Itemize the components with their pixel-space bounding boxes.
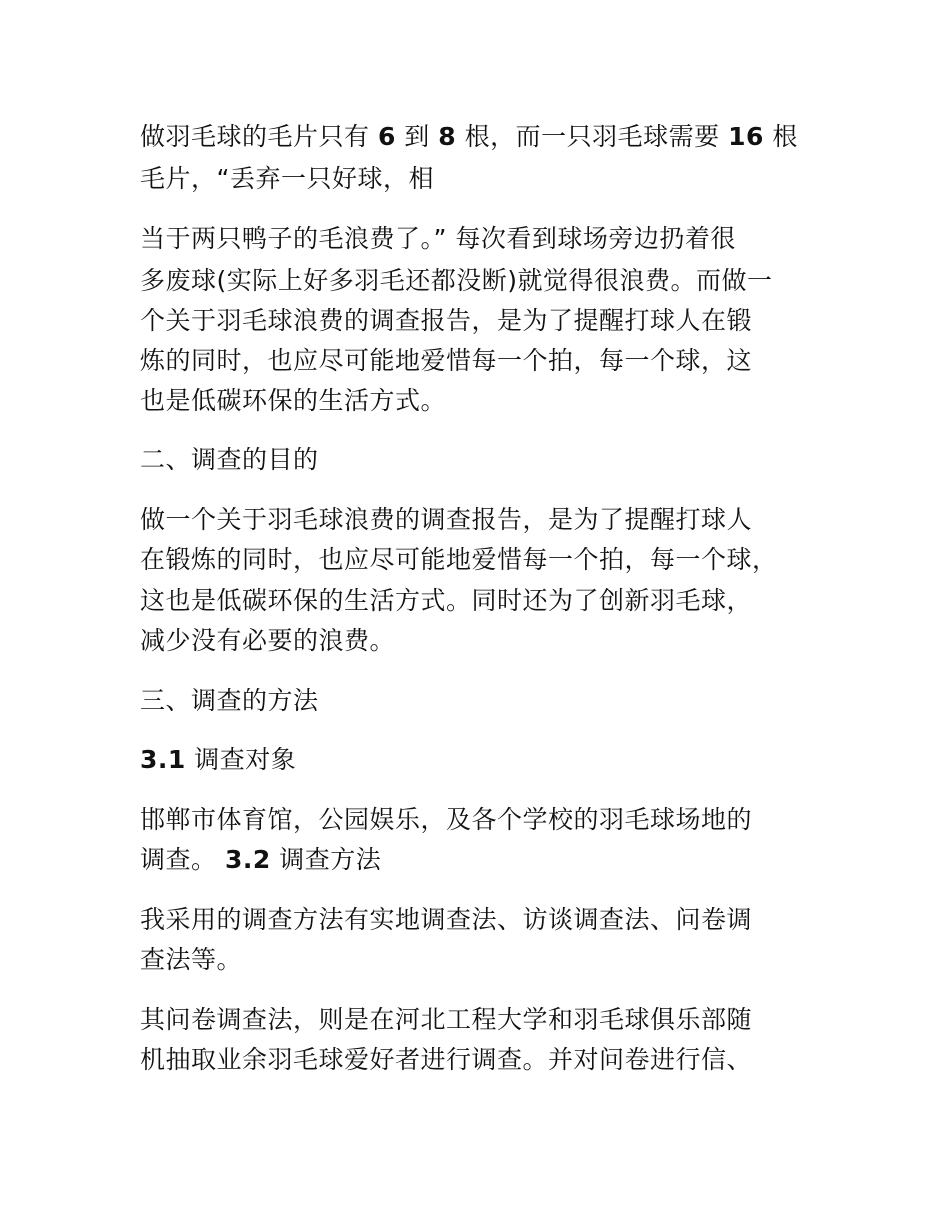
para1-line2: 毛片，“丢弃一只好球，相 [140,164,434,193]
para2-line5: 也是低碳环保的生活方式。 [140,386,447,415]
para4-line2: 调查。 3.2 调查方法 [140,845,382,874]
number-8: 8 [438,122,457,151]
para3-line3: 这也是低碳环保的生活方式。同时还为了创新羽毛球， [140,586,753,615]
para3-line1: 做一个关于羽毛球浪费的调查报告，是为了提醒打球人 [140,505,753,534]
para2-line2: 多废球(实际上好多羽毛还都没断)就觉得很浪费。而做一 [140,266,773,295]
subheading-3-2-number: 3.2 [224,845,271,874]
para6-line1: 其问卷调查法，则是在河北工程大学和羽毛球俱乐部随 [140,1005,753,1034]
heading-purpose: 二、调查的目的 [140,445,319,474]
para6-line2: 机抽取业余羽毛球爱好者进行调查。并对问卷进行信、 [140,1045,753,1074]
para4-line1: 邯郸市体育馆，公园娱乐，及各个学校的羽毛球场地的 [140,805,753,834]
para2-line1: 当于两只鸭子的毛浪费了。” 每次看到球场旁边扔着很 [140,224,736,253]
para3-line2: 在锻炼的同时，也应尽可能地爱惜每一个拍，每一个球， [140,545,778,574]
para2-line3: 个关于羽毛球浪费的调查报告，是为了提醒打球人在锻 [140,306,753,335]
subheading-3-1: 3.1 调查对象 [140,745,297,774]
number-6: 6 [377,122,396,151]
para1-line1: 做羽毛球的毛片只有 6 到 8 根，而一只羽毛球需要 16 根 [140,122,798,151]
heading-method: 三、调查的方法 [140,686,319,715]
para3-line4: 减少没有必要的浪费。 [140,626,396,655]
para2-line4: 炼的同时，也应尽可能地爱惜每一个拍，每一个球，这 [140,346,753,375]
para5-line2: 查法等。 [140,945,243,974]
number-16: 16 [728,122,764,151]
para5-line1: 我采用的调查方法有实地调查法、访谈调查法、问卷调 [140,905,753,934]
